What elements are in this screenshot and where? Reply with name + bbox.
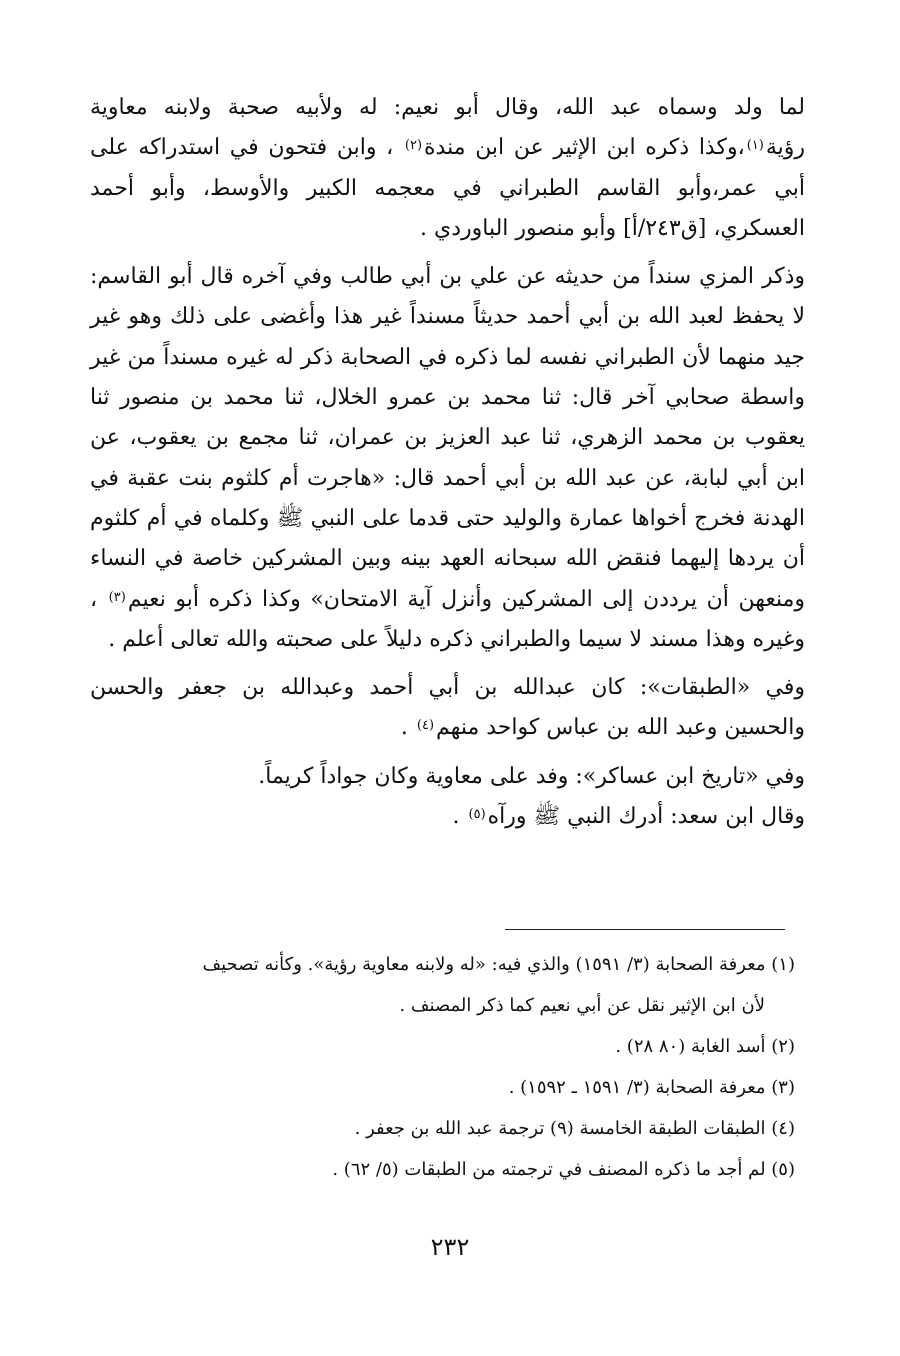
footnote-5: (٥) لم أجد ما ذكره المصنف في ترجمته من الطبقات (٥/ ٦٢) .	[332, 1159, 795, 1180]
main-text	[90, 88, 805, 837]
footnote-marker-3: (٣)	[108, 589, 126, 605]
footnote-marker-2: (٢)	[404, 138, 423, 154]
paragraph-4: وفي «تاريخ ابن عساكر»: وفد على معاوية وكان جواداً كريماً.	[258, 763, 805, 789]
paragraph-5-text-a: وقال ابن سعد: أدرك النبي ﷺ ورآه	[487, 804, 805, 830]
footnotes	[100, 944, 795, 1190]
paragraph-2-text-b: ، وغيره وهذا مسند لا سيما والطبراني ذكره دليلاً على صحبته والله تعالى أعلم .	[90, 586, 805, 652]
paragraph-3-text-a: وفي «الطبقات»: كان عبدالله بن أبي أحمد وعبدالله بن جعفر والحسن والحسين وعبد الله بن عباس كواحد منهم	[90, 675, 805, 741]
footnote-separator-line	[505, 929, 785, 930]
page-number: ٢٣٢	[430, 1233, 470, 1261]
paragraph-5	[90, 797, 805, 837]
footnote-1: (١) معرفة الصحابة (٣/ ١٥٩١) والذي فيه: «له ولابنه معاوية رؤية». وكأنه تصحيف	[202, 954, 795, 975]
paragraph-2-text-a: وذكر المزي سنداً من حديثه عن علي بن أبي طالب وفي آخره قال أبو القاسم: لا يحفظ لعبد الله بن أبي أحمد حديثاً مسنداً غير هذا وأغضى على ذلك وهو غير جيد منهما لأن الطبراني نفسه لما ذكره في الصحابة ذكر له غيره مسنداً من غير واسطة صحابي آخر قال: ثنا محمد بن عمرو الخلال، ثنا محمد بن منصور ثنا يعقوب بن محمد الزهري، ثنا عبد العزيز بن عمران، ثنا مجمع بن يعقوب، عن ابن أبي لبابة، عن عبد الله بن أبي أحمد قال: «هاجرت أم كلثوم بنت عقبة في الهدنة فخرج أخواها عمارة والوليد حتى قدما على النبي ﷺ وكلماه في أم كلثوم أن يردها إليهما فنقض الله سبحانه العهد بينه وبين المشركين خاصة في النساء ومنعهن أن يرددن إلى المشركين وأنزل آية الامتحان» وكذا ذكره أبو نعيم	[90, 264, 806, 612]
paragraph-1	[90, 88, 805, 249]
footnote-3: (٣) معرفة الصحابة (٣/ ١٥٩١ ـ ١٥٩٢) .	[508, 1077, 795, 1098]
paragraph-1-text-b: ،وكذا ذكره ابن الإثير عن ابن مندة	[424, 135, 745, 161]
footnote-marker-5: (٥)	[468, 807, 486, 823]
footnote-1-continuation: لأن ابن الإثير نقل عن أبي نعيم كما ذكر المصنف .	[399, 995, 765, 1016]
paragraph-2	[90, 257, 805, 660]
footnote-marker-4: (٤)	[416, 718, 435, 734]
footnote-2: (٢) أسد الغابة (٨٠ ٢٨) .	[615, 1036, 795, 1057]
paragraph-1-text-c: ، وابن فتحون في استدراكه على أبي عمر،وأبو القاسم الطبراني في معجمه الكبير والأوسط، وأبو أحمد العسكري، [ق٢٤٣/أ] وأبو منصور الباوردي .	[90, 135, 805, 241]
paragraph-5-text-b: .	[452, 804, 467, 830]
footnote-4: (٤) الطبقات الطبقة الخامسة (٩) ترجمة عبد الله بن جعفر .	[354, 1118, 795, 1139]
paragraph-1-text-a: لما ولد وسماه عبد الله، وقال أبو نعيم: له ولأبيه صحبة ولابنه معاوية رؤية	[90, 95, 805, 161]
footnote-marker-1: (١)	[746, 138, 764, 154]
paragraph-3-text-b: .	[400, 715, 415, 741]
paragraph-3	[90, 668, 805, 749]
